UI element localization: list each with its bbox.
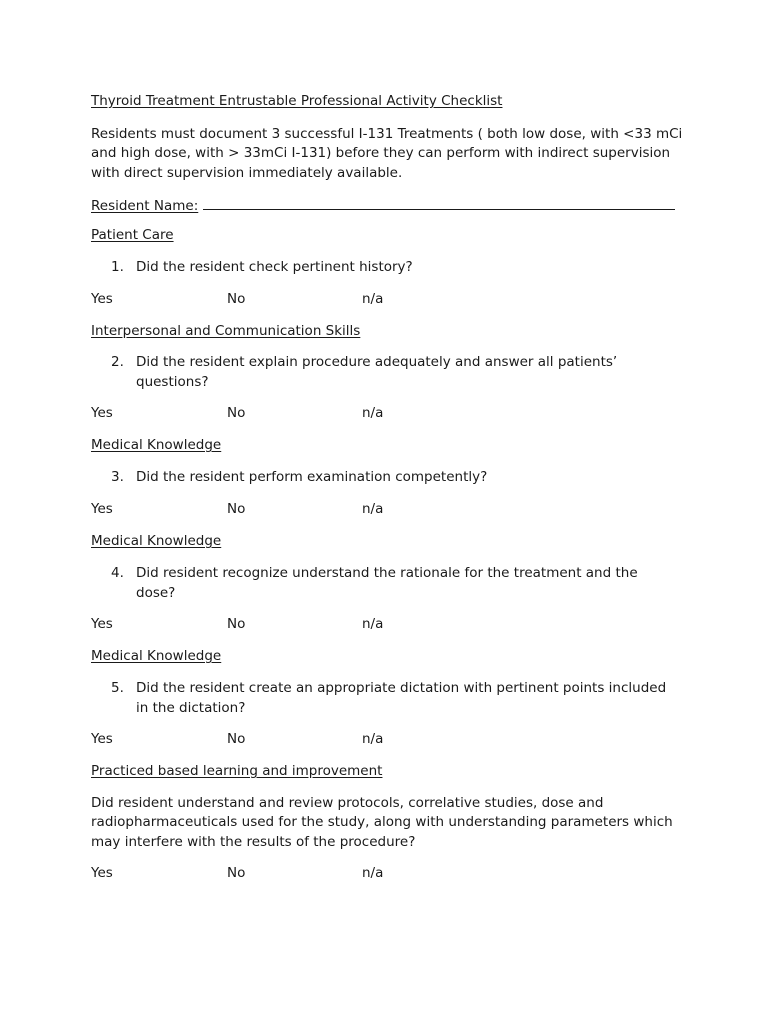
question-number: 5. [111, 680, 124, 696]
question-number: 3. [111, 469, 124, 485]
option-na[interactable]: n/a [362, 405, 384, 421]
section-heading: Patient Care [91, 227, 174, 243]
resident-name-row [91, 195, 675, 214]
question-item [111, 564, 671, 603]
question-number: 1. [111, 259, 124, 275]
question-item [111, 679, 671, 718]
intro-paragraph: Residents must document 3 successful I-131 Treatments ( both low dose, with <33 mCi and high dose, with > 33mCi I-131) before they can perform with indirect supervision with direct supervision immediately available. [91, 126, 683, 181]
option-na[interactable]: n/a [362, 731, 384, 747]
option-yes[interactable]: Yes [91, 501, 113, 517]
question-number: 4. [111, 565, 124, 581]
question-number: 2. [111, 354, 124, 370]
option-yes[interactable]: Yes [91, 291, 113, 307]
question-item [111, 258, 671, 278]
resident-name-label: Resident Name: [91, 198, 199, 214]
section-heading: Medical Knowledge [91, 648, 222, 664]
question-item [111, 353, 671, 392]
option-no[interactable]: No [227, 616, 246, 632]
option-na[interactable]: n/a [362, 616, 384, 632]
option-no[interactable]: No [227, 405, 246, 421]
option-yes[interactable]: Yes [91, 731, 113, 747]
question-text: Did resident recognize understand the rationale for the treatment and the dose? [136, 565, 638, 601]
question-text: Did the resident create an appropriate dictation with pertinent points included in the dictation? [136, 680, 667, 716]
section-heading: Practiced based learning and improvement [91, 763, 383, 779]
question-text: Did the resident explain procedure adequately and answer all patients’ questions? [136, 354, 618, 390]
section-heading: Medical Knowledge [91, 533, 222, 549]
option-no[interactable]: No [227, 501, 246, 517]
option-na[interactable]: n/a [362, 291, 384, 307]
question-text: Did the resident perform examination competently? [136, 469, 488, 485]
option-no[interactable]: No [227, 865, 246, 881]
question-item [111, 468, 671, 488]
option-yes[interactable]: Yes [91, 405, 113, 421]
option-na[interactable]: n/a [362, 501, 384, 517]
section-heading: Medical Knowledge [91, 437, 222, 453]
document-title: Thyroid Treatment Entrustable Professional Activity Checklist [91, 93, 503, 109]
question-text: Did resident understand and review protocols, correlative studies, dose and radiopharmaceuticals used for the study, along with understanding parameters which may interfere with the results of the procedure? [91, 795, 673, 850]
option-no[interactable]: No [227, 731, 246, 747]
option-no[interactable]: No [227, 291, 246, 307]
option-yes[interactable]: Yes [91, 865, 113, 881]
option-na[interactable]: n/a [362, 865, 384, 881]
option-yes[interactable]: Yes [91, 616, 113, 632]
resident-name-field[interactable] [203, 195, 675, 210]
section-heading: Interpersonal and Communication Skills [91, 323, 361, 339]
question-text: Did the resident check pertinent history? [136, 259, 413, 275]
